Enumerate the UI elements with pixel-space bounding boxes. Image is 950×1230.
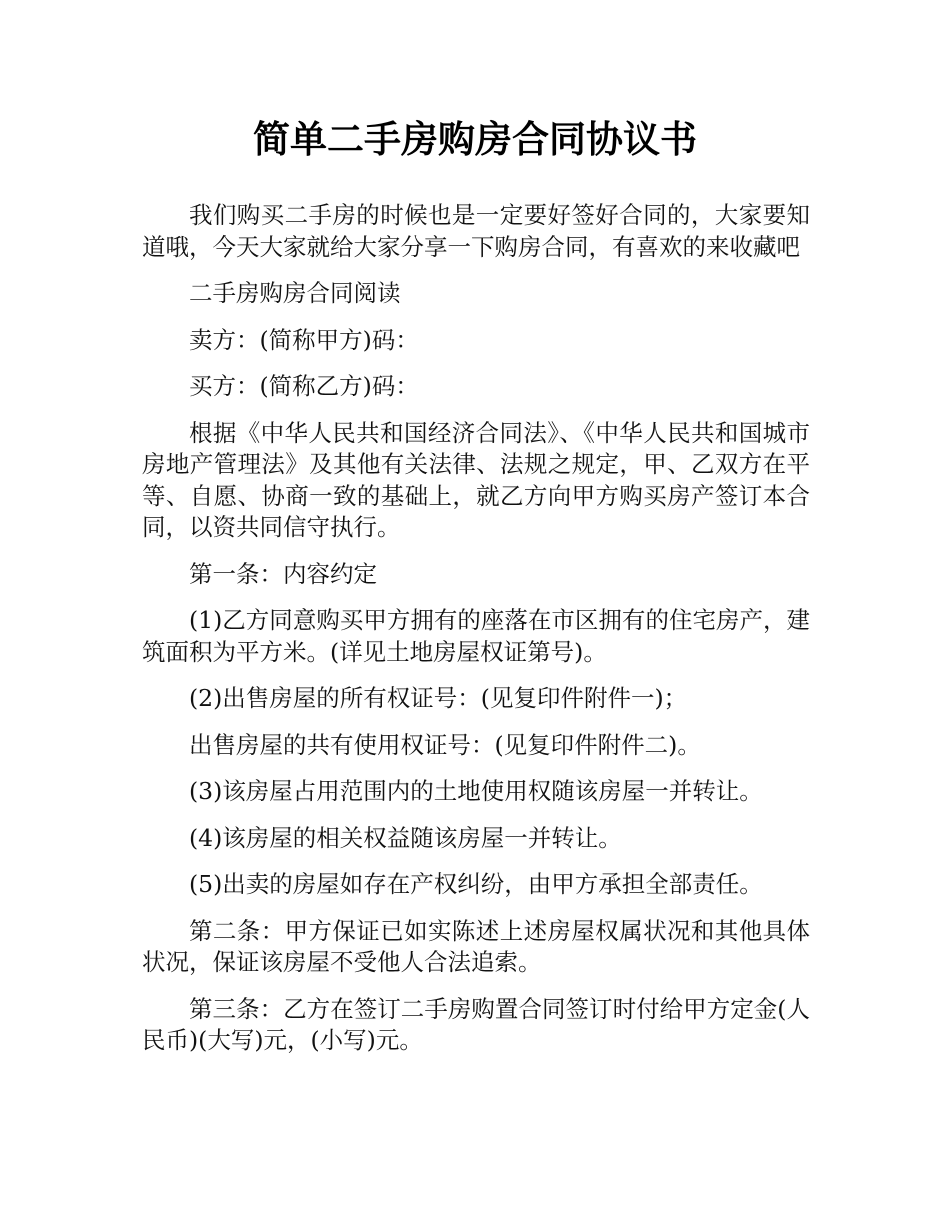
article-one-heading: 第一条：内容约定	[189, 559, 377, 588]
clause-3: (3)该房屋占用范围内的土地使用权随该房屋一并转让。	[189, 777, 763, 805]
clause-1: (1)乙方同意购买甲方拥有的座落在市区拥有的住宅房产，建筑面积为平方米。(详见土地房屋权证第号)。	[142, 606, 810, 666]
intro-paragraph: 我们购买二手房的时候也是一定要好签好合同的，大家要知道哦，今天大家就给大家分享一下购房合同，有喜欢的来收藏吧	[142, 201, 810, 261]
section-heading: 二手房购房合同阅读	[189, 279, 401, 307]
clause-2: (2)出售房屋的所有权证号：(见复印件附件一)；	[189, 684, 688, 712]
clause-4: (4)该房屋的相关权益随该房屋一并转让。	[189, 823, 622, 852]
clause-2-continued: 出售房屋的共有使用权证号：(见复印件附件二)。	[189, 730, 701, 759]
buyer-line: 买方：(简称乙方)码：	[189, 372, 419, 400]
legal-basis-paragraph: 根据《中华人民共和国经济合同法》、《中华人民共和国城市房地产管理法》及其他有关法律、法规之规定，甲、乙双方在平等、自愿、协商一致的基础上，就乙方向甲方购买房产签订本合同，以资共同信守执行。	[142, 418, 810, 541]
document-body	[142, 200, 810, 1072]
article-two: 第二条：甲方保证已如实陈述上述房屋权属状况和其他具体状况，保证该房屋不受他人合法追索。	[142, 916, 810, 976]
document-title: 简单二手房购房合同协议书	[253, 118, 697, 161]
seller-line: 卖方：(简称甲方)码：	[189, 325, 419, 354]
article-three: 第三条：乙方在签订二手房购置合同签订时付给甲方定金(人民币)(大写)元，(小写)元。	[142, 994, 810, 1054]
clause-5: (5)出卖的房屋如存在产权纠纷，由甲方承担全部责任。	[189, 870, 763, 898]
